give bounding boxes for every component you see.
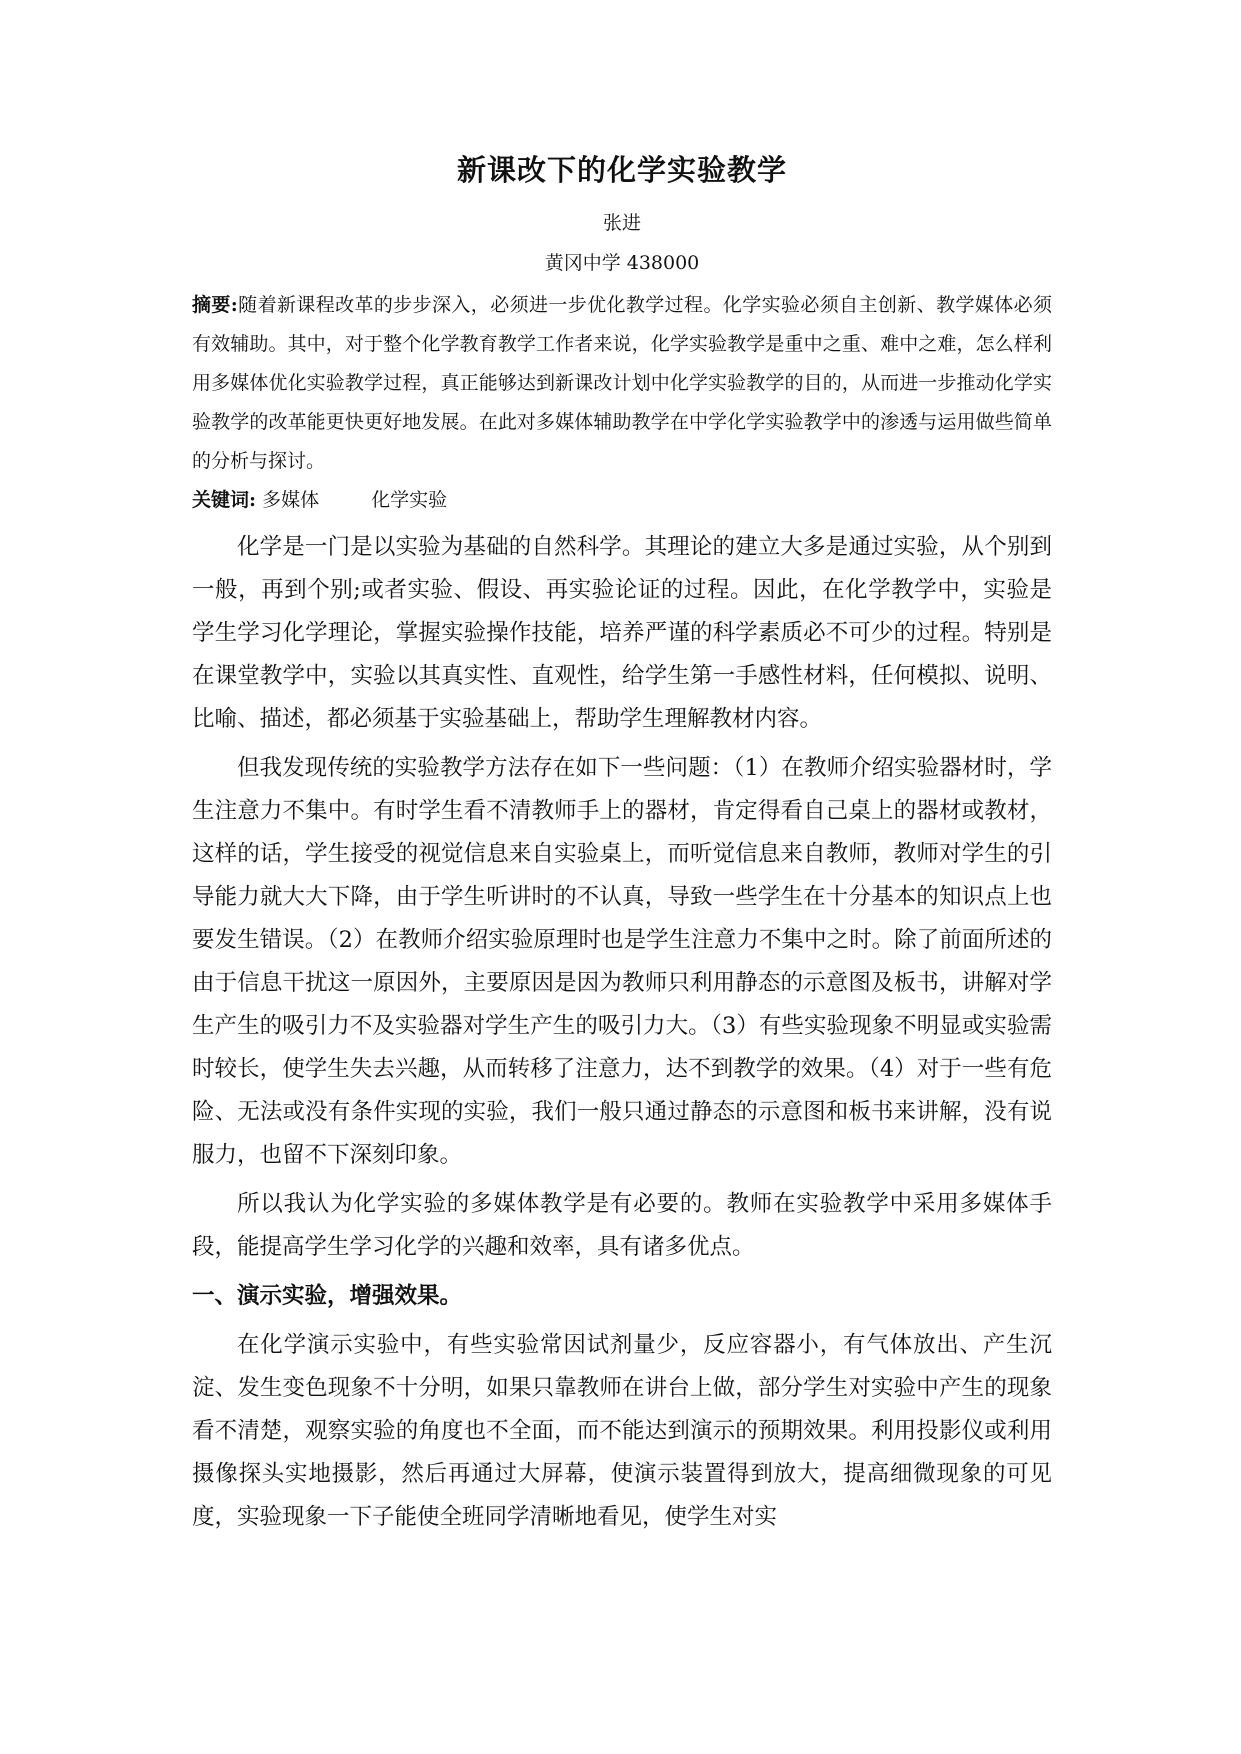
body-paragraph: 但我发现传统的实验教学方法存在如下一些问题：（1）在教师介绍实验器材时，学生注意力不集中。有时学生看不清教师手上的器材，肯定得看自己桌上的器材或教材，这样的话，学生接受的视觉信息来自实验桌上，而听觉信息来自教师，教师对学生的引导能力就大大下降，由于学生听讲时的不认真，导致一些学生在十分基本的知识点上也要发生错误。（2）在教师介绍实验原理时也是学生注意力不集中之时。除了前面所述的由于信息干扰这一原因外，主要原因是因为教师只利用静态的示意图及板书，讲解对学生产生的吸引力不及实验器对学生产生的吸引力大。（3）有些实验现象不明显或实验需时较长，使学生失去兴趣，从而转移了注意力，达不到教学的效果。（4）对于一些有危险、无法或没有条件实现的实验，我们一般只通过静态的示意图和板书来讲解，没有说服力，也留不下深刻印象。 xyxy=(192,755,1052,1168)
section-heading: 一、演示实验，增强效果。 xyxy=(192,1283,463,1309)
affiliation: 黄冈中学 438000 xyxy=(544,252,700,274)
document-page xyxy=(192,150,1052,1545)
body-paragraph: 在化学演示实验中，有些实验常因试剂量少，反应容器小，有气体放出、产生沉淀、发生变色现象不十分明，如果只靠教师在讲台上做，部分学生对实验中产生的现象看不清楚，观察实验的角度也不全面，而不能达到演示的预期效果。利用投影仪或利用摄像探头实地摄影，然后再通过大屏幕，使演示装置得到放大，提高细微现象的可见度，实验现象一下子能使全班同学清晰地看见，使学生对实 xyxy=(192,1332,1052,1530)
keywords xyxy=(192,481,1052,520)
abstract-text: 随着新课程改革的步步深入，必须进一步优化教学过程。化学实验必须自主创新、教学媒体必须有效辅助。其中，对于整个化学教育教学工作者来说，化学实验教学是重中之重、难中之难，怎么样利用多媒体优化实验教学过程，真正能够达到新课改计划中化学实验教学的目的，从而进一步推动化学实验教学的改革能更快更好地发展。在此对多媒体辅助教学在中学化学实验教学中的渗透与运用做些简单的分析与探讨。 xyxy=(192,294,1052,472)
body-paragraph: 所以我认为化学实验的多媒体教学是有必要的。教师在实验教学中采用多媒体手段，能提高学生学习化学的兴趣和效率，具有诸多优点。 xyxy=(192,1191,1052,1260)
paper-title: 新课改下的化学实验教学 xyxy=(456,153,787,187)
author-name: 张进 xyxy=(602,212,641,234)
abstract-label: 摘要: xyxy=(192,294,238,316)
abstract xyxy=(192,286,1052,481)
body-paragraph: 化学是一门是以实验为基础的自然科学。其理论的建立大多是通过实验，从个别到一般，再到个别;或者实验、假设、再实验论证的过程。因此，在化学教学中，实验是学生学习化学理论，掌握实验操作技能，培养严谨的科学素质必不可少的过程。特别是在课堂教学中，实验以其真实性、直观性，给学生第一手感性材料，任何模拟、说明、比喻、描述，都必须基于实验基础上，帮助学生理解教材内容。 xyxy=(192,534,1052,732)
keywords-label: 关键词: xyxy=(192,489,257,511)
keyword-item: 多媒体 xyxy=(262,489,320,511)
keyword-item: 化学实验 xyxy=(371,489,448,511)
